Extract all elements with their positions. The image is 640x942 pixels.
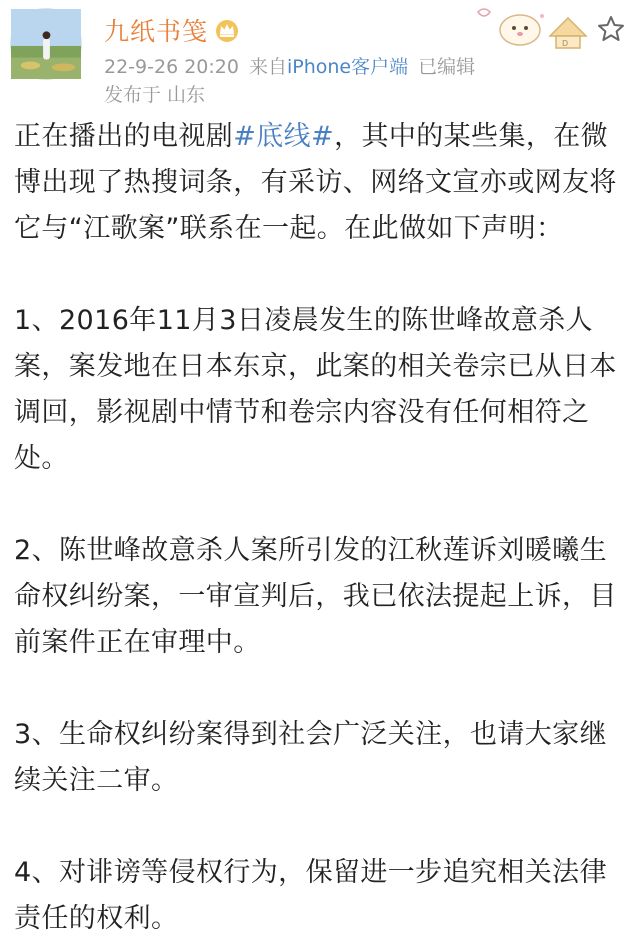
favorite-star-icon[interactable] <box>596 14 626 44</box>
statement-paragraph-4: 4、对诽谤等侵权行为，保留进一步追究相关法律责任的权利。 <box>14 857 607 934</box>
location-prefix: 发布于 <box>104 84 162 106</box>
paragraph-gap <box>14 804 630 850</box>
post-header <box>0 0 640 110</box>
avatar[interactable] <box>10 8 82 80</box>
post-device[interactable]: iPhone客户端 <box>286 56 409 78</box>
statement-paragraph-3: 3、生命权纠纷案得到社会广泛关注，也请大家继续关注二审。 <box>14 719 607 796</box>
location-value: 山东 <box>167 84 206 106</box>
paragraph-gap <box>14 252 630 298</box>
statement-paragraph-2: 2、陈世峰故意杀人案所引发的江秋莲诉刘暖曦生命权纠纷案，一审宣判后，我已依法提起上诉，目前案件正在审理中。 <box>14 535 617 658</box>
hashtag-link[interactable]: #底线# <box>233 121 335 152</box>
intro-paragraph <box>14 114 630 252</box>
post-content <box>14 114 630 942</box>
post-timestamp: 22-9-26 20:20 <box>104 56 239 78</box>
crown-badge-icon[interactable] <box>214 17 240 43</box>
paragraph-gap <box>14 482 630 528</box>
cartoon-decoration <box>472 6 592 52</box>
edited-label[interactable]: 已编辑 <box>418 56 476 78</box>
username[interactable]: 九纸书笺 <box>104 17 209 46</box>
intro-before: 正在播出的电视剧 <box>14 121 234 152</box>
svg-text:D: D <box>562 39 569 48</box>
post-meta <box>104 52 485 79</box>
source-prefix: 来自 <box>248 56 287 78</box>
intro-after: ，其中的某些集，在微博出现了热搜词条，有采访、网络文宣亦或网友将它与“江歌案”联系在一起。在此做如下声明： <box>14 121 617 244</box>
avatar-image <box>11 9 81 79</box>
post-location <box>104 80 211 107</box>
statement-paragraph-1: 1、2016年11月3日凌晨发生的陈世峰故意杀人案，案发地在日本东京，此案的相关卷宗已从日本调回，影视剧中情节和卷宗内容没有任何相符之处。 <box>14 305 617 474</box>
username-row <box>104 12 240 48</box>
paragraph-gap <box>14 666 630 712</box>
